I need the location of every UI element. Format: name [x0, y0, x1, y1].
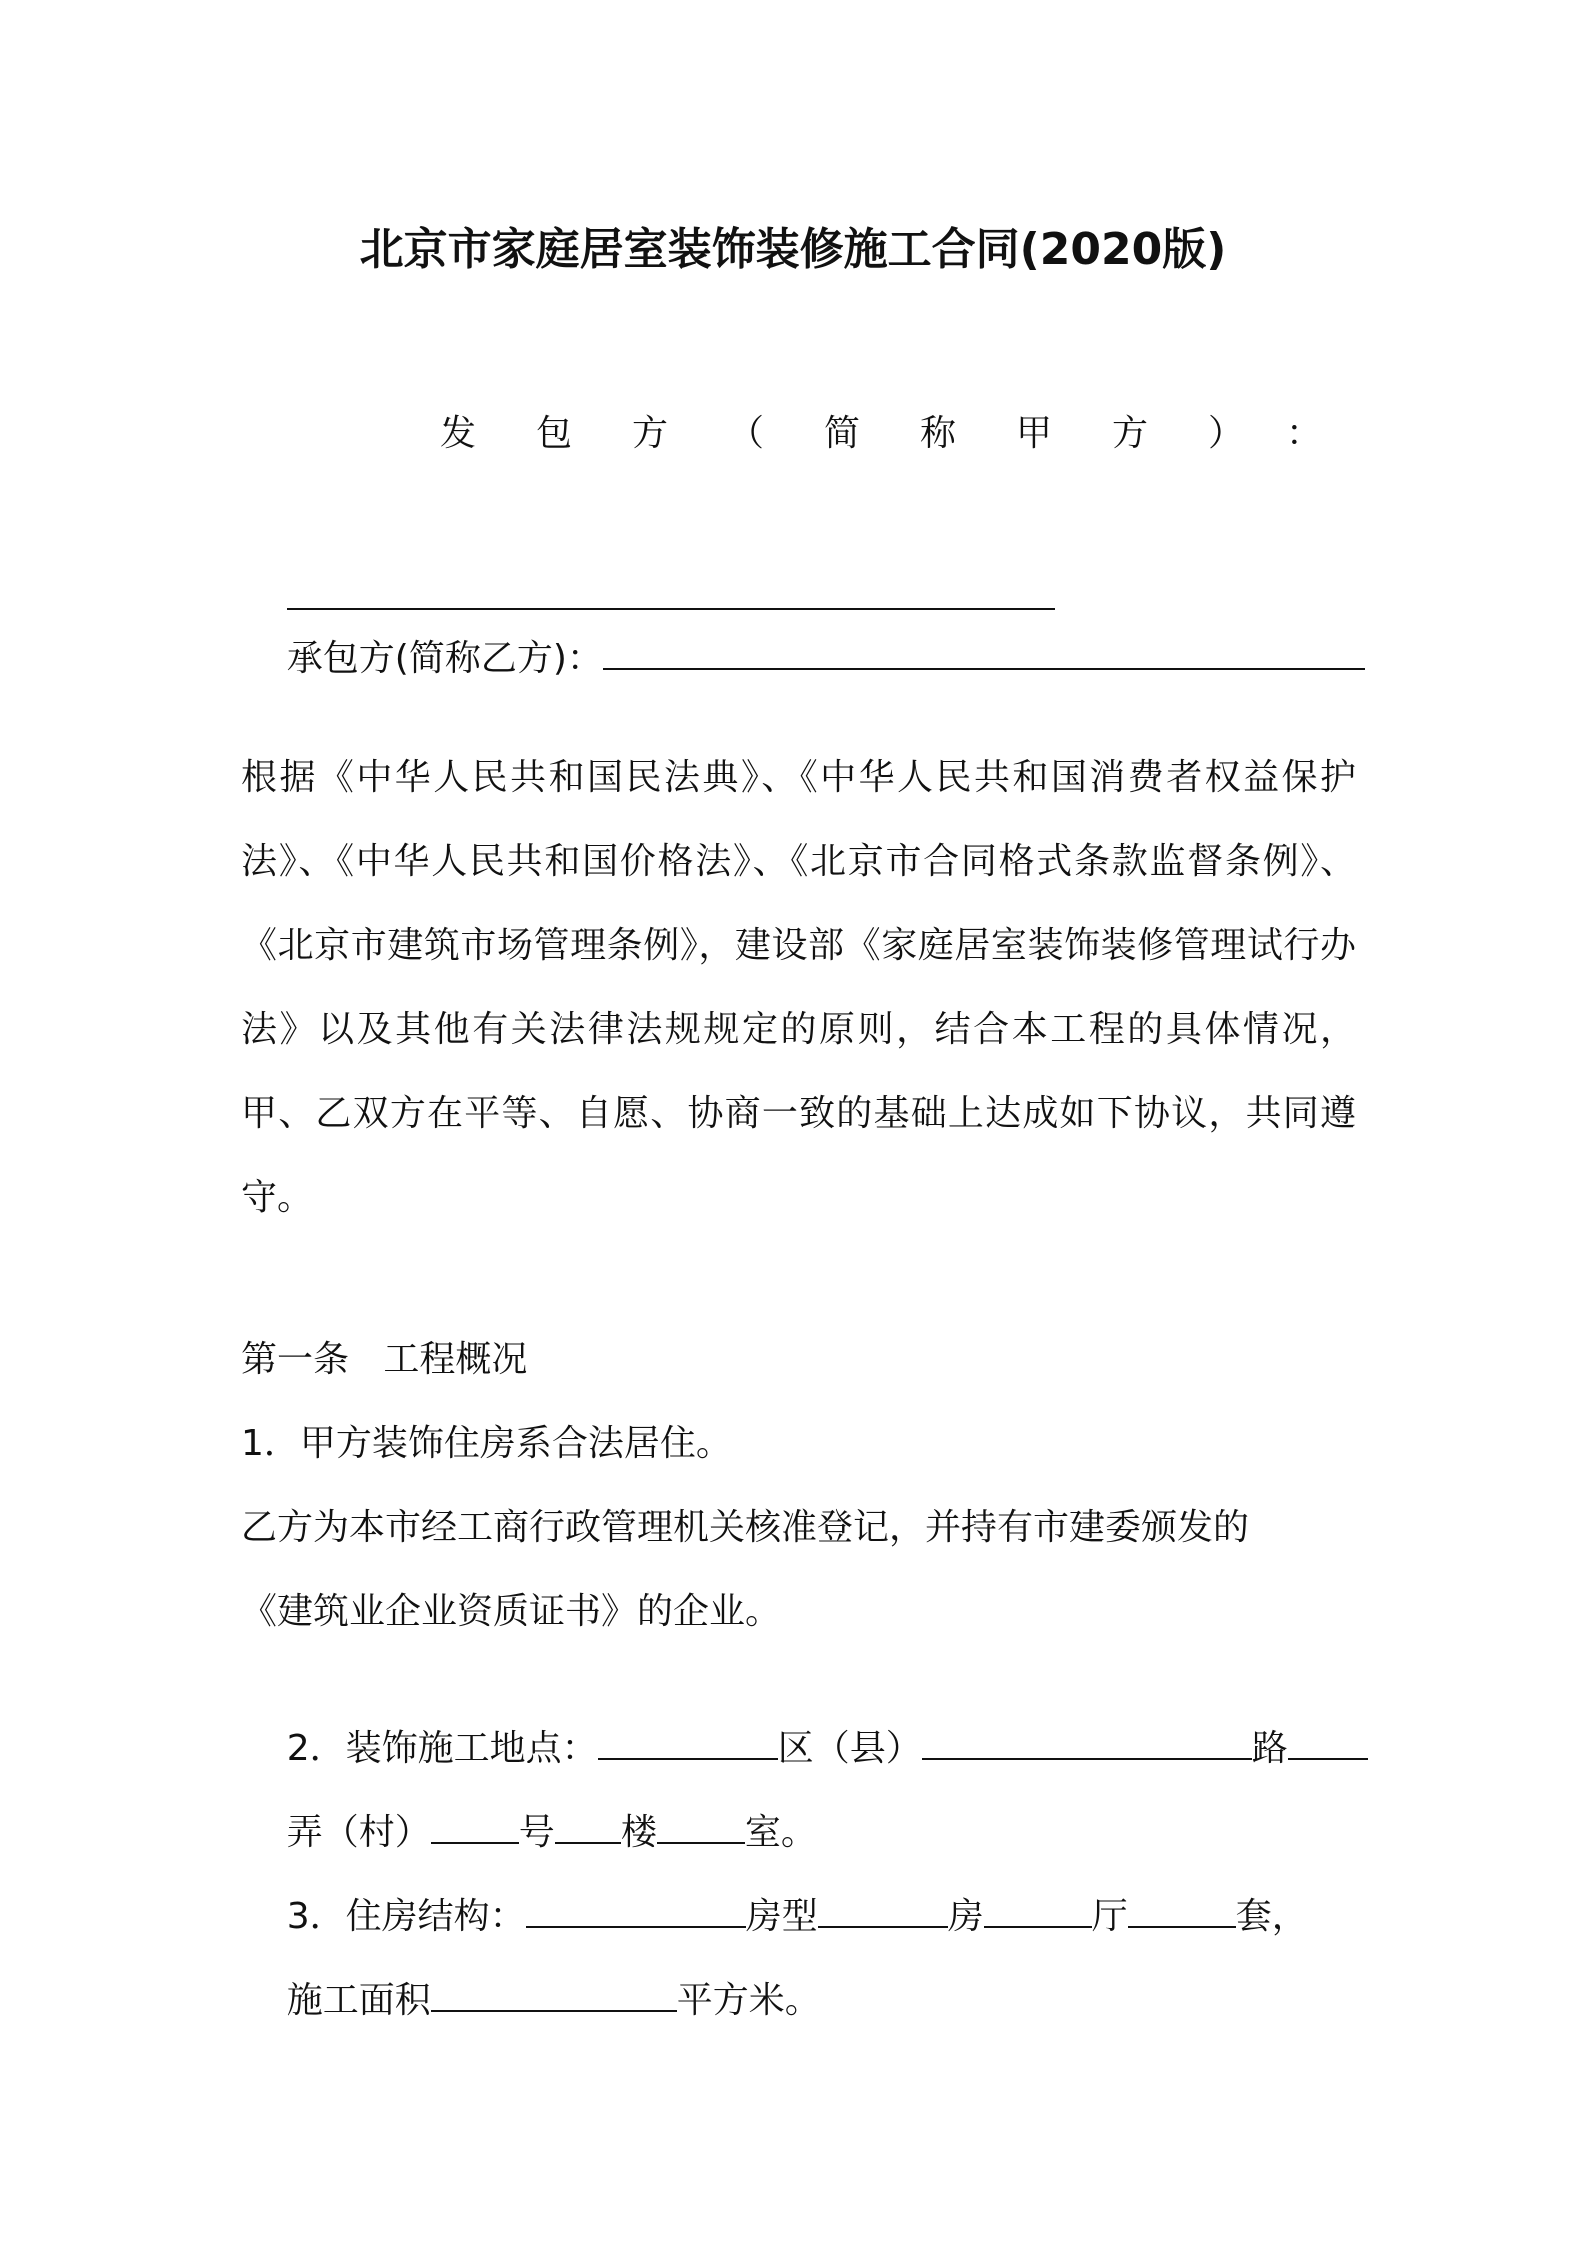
party-b-label: 承包方(简称乙方)：: [286, 638, 603, 679]
district-label: 区（县）: [777, 1728, 922, 1769]
area-blank: [431, 1974, 677, 2012]
lane-label: 弄（村）: [286, 1812, 431, 1853]
halls-blank: [1128, 1890, 1236, 1928]
suite-label: 套，: [1235, 1896, 1308, 1937]
lane-blank: [1288, 1722, 1368, 1760]
article1-heading: 第一条 工程概况: [241, 1339, 528, 1380]
area-unit: 平方米。: [676, 1980, 821, 2021]
rooms-blank: [984, 1890, 1092, 1928]
building-label: 楼: [620, 1812, 657, 1853]
preamble-paragraph: 根据《中华人民共和国民法典》、《中华人民共和国消费者权益保护法》、《中华人民共和国价格法》、《北京市合同格式条款监督条例》、《北京市建筑市场管理条例》，建设部《家庭居室装饰装修管理试行办法》以及其他有关法律法规规定的原则，结合本工程的具体情况，甲、乙双方在平等、自愿、协商一致的基础上达成如下协议，共同遵守。: [241, 757, 1356, 1218]
halls-label: 厅: [1091, 1896, 1128, 1937]
clause3-prefix: 3．住房结构：: [286, 1896, 526, 1937]
number-label: 号: [518, 1812, 555, 1853]
type-label: 房型: [745, 1896, 818, 1937]
clause2-prefix: 2．装饰施工地点：: [286, 1728, 598, 1769]
rooms-label: 房: [947, 1896, 984, 1937]
room-label: 室。: [744, 1812, 817, 1853]
clause1-b-line2: 《建筑业企业资质证书》的企业。: [241, 1591, 782, 1632]
road-label: 路: [1251, 1728, 1288, 1769]
area-label: 施工面积: [286, 1980, 431, 2021]
party-b-blank: [603, 632, 1365, 670]
clause3-line2: [241, 1922, 821, 2079]
clause1: 1．甲方装饰住房系合法居住。: [241, 1423, 732, 1464]
clause1-b-line1: 乙方为本市经工商行政管理机关核准登记，并持有市建委颁发的: [241, 1507, 1250, 1548]
road-blank: [922, 1722, 1252, 1760]
party-a-label: 发包方（简称甲方）：: [440, 413, 1383, 454]
party-b-line: [241, 580, 1365, 737]
type-blank: [818, 1890, 948, 1928]
document-title: 北京市家庭居室装饰装修施工合同(2020版): [359, 224, 1227, 275]
